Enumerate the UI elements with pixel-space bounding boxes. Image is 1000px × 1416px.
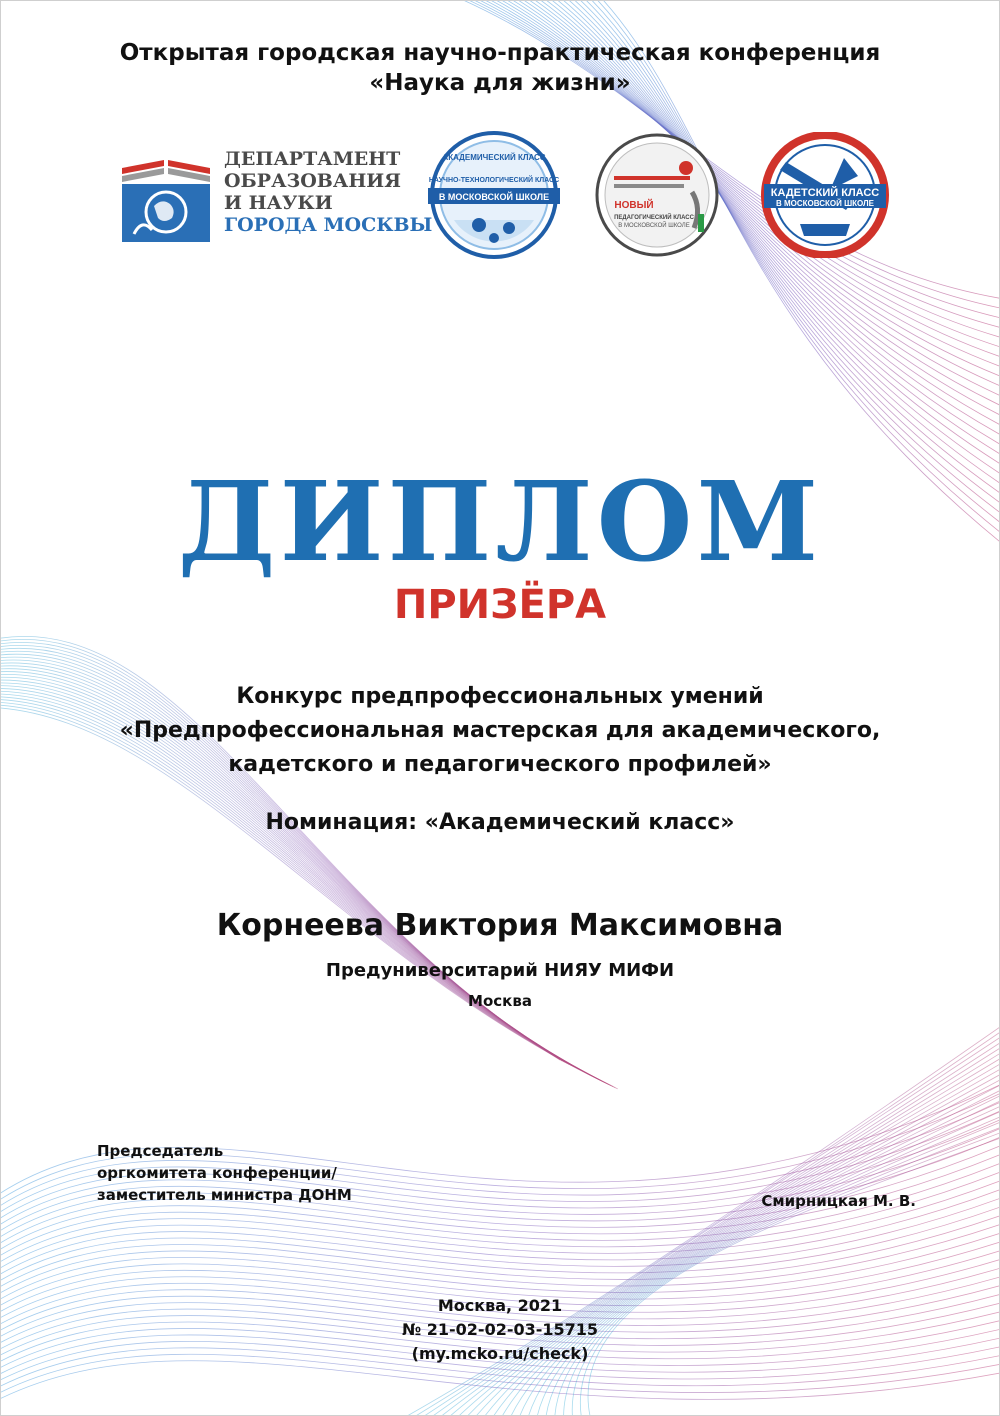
pedagogical-badge-line3: В МОСКОВСКОЙ ШКОЛЕ <box>618 223 690 229</box>
department-line1: ДЕПАРТАМЕНТ <box>224 148 401 170</box>
department-line3: И НАУКИ <box>224 192 333 214</box>
cadet-class-badge <box>760 132 890 258</box>
winner-name: Корнеева Виктория Максимовна <box>216 908 784 943</box>
chairman-title <box>97 1140 352 1206</box>
diploma-title: ДИПЛОМ <box>177 457 823 586</box>
cadet-badge-line1: КАДЕТСКИЙ КЛАСС <box>770 187 880 199</box>
department-line4: ГОРОДА МОСКВЫ <box>224 214 433 236</box>
pedagogical-badge-line1: НОВЫЙ <box>614 200 654 211</box>
pedagogical-class-badge <box>594 132 720 258</box>
department-line2: ОБРАЗОВАНИЯ <box>224 170 401 192</box>
contest-line3: кадетского и педагогического профилей» <box>228 752 772 777</box>
academic-badge-top: АКАДЕМИЧЕСКИЙ КЛАСС <box>442 153 546 162</box>
academic-badge-middle: НАУЧНО-ТЕХНОЛОГИЧЕСКИЙ КЛАСС <box>428 177 560 184</box>
chairman-line1: Председатель <box>97 1142 224 1160</box>
book-globe-icon <box>118 146 214 246</box>
logos-row <box>0 130 1000 260</box>
footer-check-link: (my.mcko.ru/check) <box>411 1344 589 1363</box>
footer-place-year: Москва, 2021 <box>437 1296 563 1315</box>
winner-city: Москва <box>468 992 532 1010</box>
footer-number: № 21-02-02-03-15715 <box>401 1320 599 1339</box>
department-logo <box>118 146 433 246</box>
chairman-line3: заместитель министра ДОНМ <box>97 1186 352 1204</box>
cadet-badge-line2: В МОСКОВСКОЙ ШКОЛЕ <box>776 199 874 208</box>
diploma-subtitle: ПРИЗЁРА <box>393 582 607 628</box>
contest-description <box>0 680 1000 782</box>
conference-title <box>0 38 1000 98</box>
academic-class-badge <box>424 130 564 260</box>
chairman-line2: оргкомитета конференции/ <box>97 1164 337 1182</box>
academic-badge-ribbon: В МОСКОВСКОЙ ШКОЛЕ <box>438 192 550 202</box>
conference-title-line1: Открытая городская научно-практическая конференция <box>119 40 881 66</box>
conference-title-line2: «Наука для жизни» <box>369 70 631 96</box>
nomination: Номинация: «Академический класс» <box>265 810 735 835</box>
signer-name: Смирницкая М. В. <box>761 1192 916 1210</box>
department-name <box>224 148 432 236</box>
contest-line2: «Предпрофессиональная мастерская для академического, <box>119 718 881 743</box>
footer <box>0 1294 1000 1366</box>
winner-organization: Предуниверситарий НИЯУ МИФИ <box>325 960 675 981</box>
pedagogical-badge-line2: ПЕДАГОГИЧЕСКИЙ КЛАСС <box>614 215 694 221</box>
contest-line1: Конкурс предпрофессиональных умений <box>236 684 764 709</box>
